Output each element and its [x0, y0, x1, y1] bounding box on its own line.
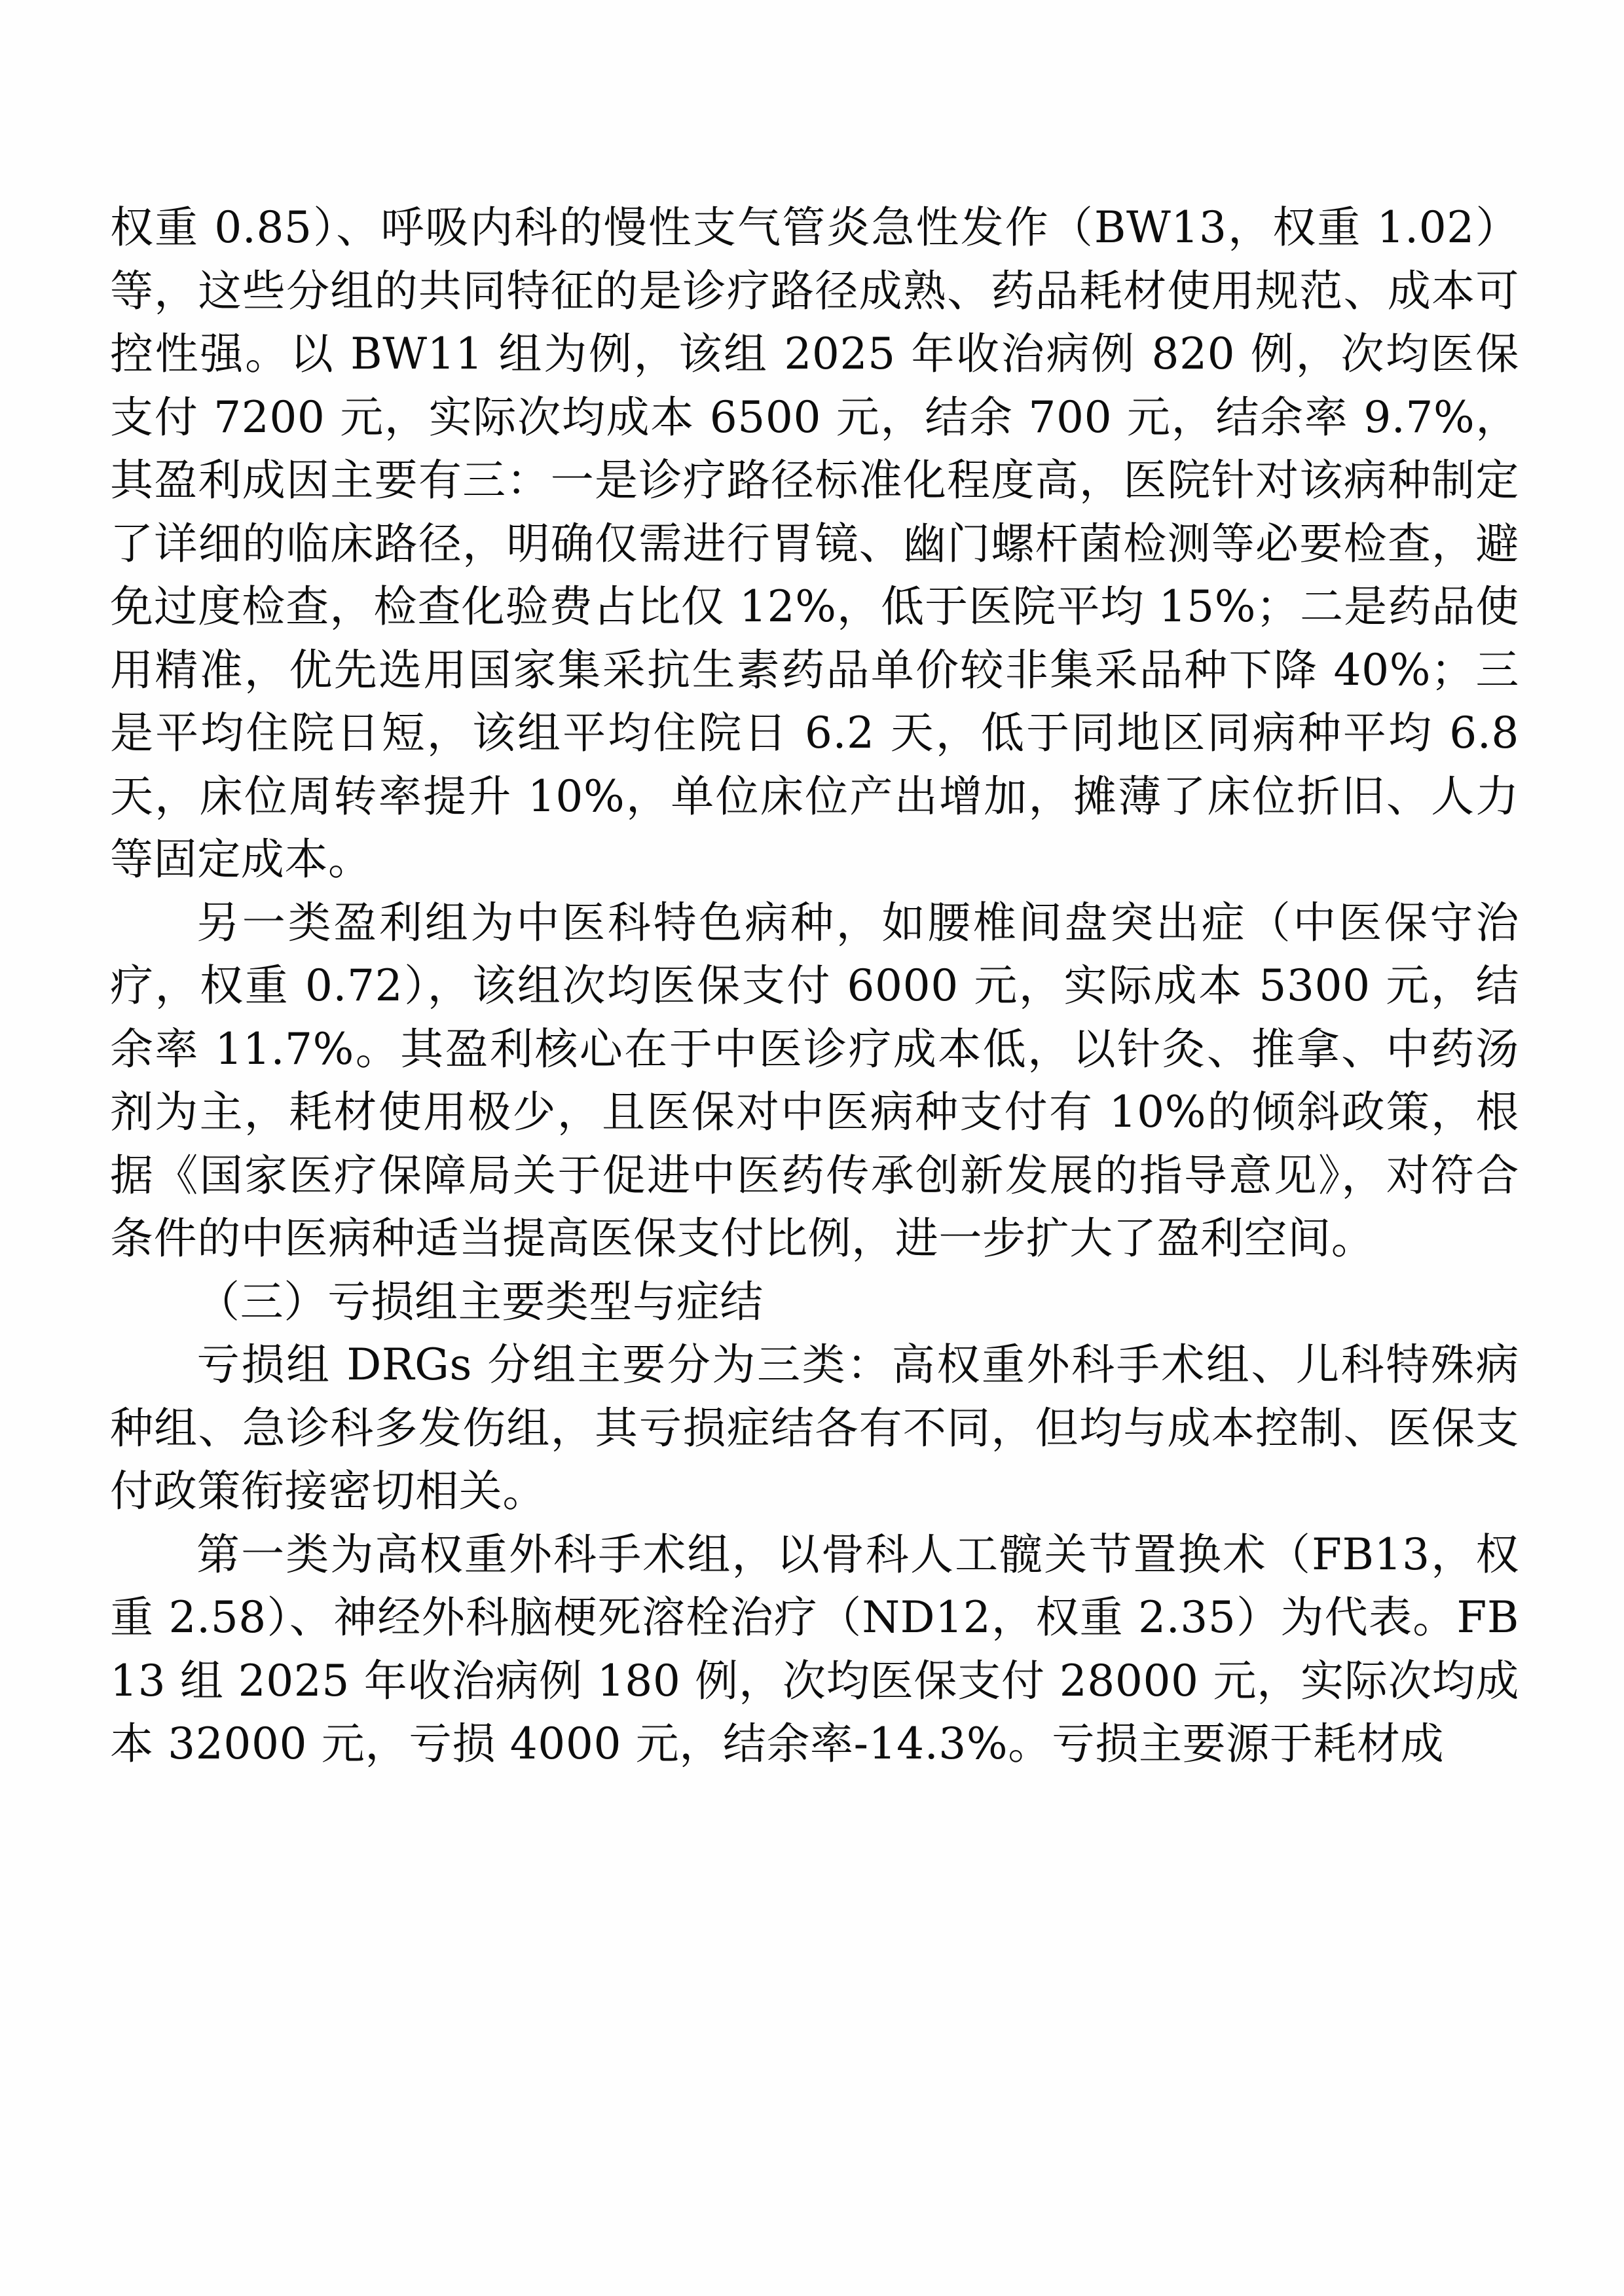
- paragraph-loss-group-type-one: 第一类为高权重外科手术组，以骨科人工髋关节置换术（FB13，权重 2.58）、神经外科脑梗死溶栓治疗（ND12，权重 2.35）为代表。FB13 组 2025 年收治病例 180 例，次均医保支付 28000 元，实际次均成本 32000 元，亏损 4000 元，结余率-14.3%。亏损主要源于耗材成: [110, 1529, 1519, 1769]
- paragraph-profit-groups-bw11: 权重 0.85）、呼吸内科的慢性支气管炎急性发作（BW13，权重 1.02）等，这些分组的共同特征的是诊疗路径成熟、药品耗材使用规范、成本可控性强。以 BW11 组为例，该组 2025 年收治病例 820 例，次均医保支付 7200 元，实际次均成本 6500 元，结余 700 元，结余率 9.7%，其盈利成因主要有三：一是诊疗路径标准化程度高，医院针对该病种制定了详细的临床路径，明确仅需进行胃镜、幽门螺杆菌检测等必要检查，避免过度检查，检查化验费占比仅 12%，低于医院平均 15%；二是药品使用精准，优先选用国家集采抗生素药品单价较非集采品种下降 40%；三是平均住院日短，该组平均住院日 6.2 天，低于同地区同病种平均 6.8 天，床位周转率提升 10%，单位床位产出增加，摊薄了床位折旧、人力等固定成本。: [110, 202, 1519, 884]
- section-heading-loss-groups: （三）亏损组主要类型与症结: [196, 1276, 764, 1327]
- paragraph-tcm-profit-group: 另一类盈利组为中医科特色病种，如腰椎间盘突出症（中医保守治疗，权重 0.72），该组次均医保支付 6000 元，实际成本 5300 元，结余率 11.7%。其盈利核心在于中医诊疗成本低，以针灸、推拿、中药汤剂为主，耗材使用极少，且医保对中医病种支付有 10%的倾斜政策，根据《国家医疗保障局关于促进中医药传承创新发展的指导意见》，对符合条件的中医病种适当提高医保支付比例，进一步扩大了盈利空间。: [110, 897, 1519, 1264]
- paragraph-loss-group-overview: 亏损组 DRGs 分组主要分为三类：高权重外科手术组、儿科特殊病种组、急诊科多发伤组，其亏损症结各有不同，但均与成本控制、医保支付政策衔接密切相关。: [110, 1339, 1519, 1516]
- document-body: [110, 196, 1519, 1776]
